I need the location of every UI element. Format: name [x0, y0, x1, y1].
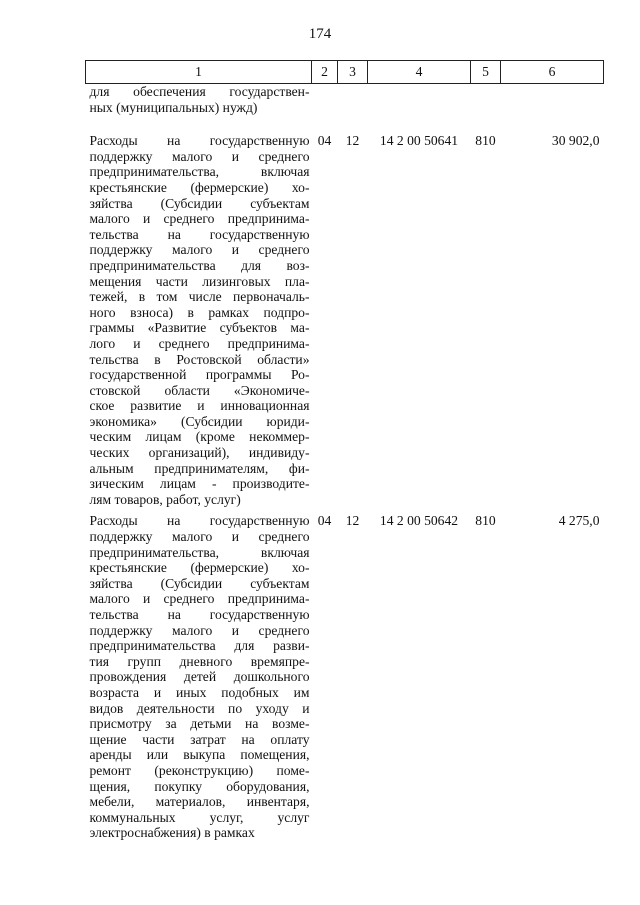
description-line: коммунальных услуг, услуг — [89, 809, 310, 825]
description-line: зяйства (Субсидии субъектам — [89, 195, 310, 211]
description-line: тежей, в том числе первоначаль- — [89, 289, 310, 305]
description-line: малого и среднего предпринима- — [89, 211, 310, 227]
description-line: предпринимательства для разви- — [89, 638, 310, 654]
section-code: 04 — [317, 513, 332, 529]
description-line: поддержку малого и среднего — [89, 529, 310, 545]
expense-type-code: 810 — [475, 133, 496, 149]
description-line: тельства на государственную — [89, 607, 310, 622]
row-description — [86, 133, 312, 513]
subsection-code: 12 — [345, 513, 360, 529]
description-line: провождения детей дошкольного — [89, 669, 310, 685]
page-number: 174 — [308, 26, 332, 42]
table-body — [86, 84, 604, 847]
description-line: крестьянские (фермерские) хо- — [89, 179, 310, 195]
description-line: щение части затрат на оплату — [89, 731, 310, 747]
header-col-4: 4 — [368, 61, 471, 84]
description-line: зяйства (Субсидии субъектам — [89, 575, 310, 591]
subsection-code: 12 — [345, 133, 360, 149]
description-line: поддержку малого и среднего — [89, 242, 310, 258]
description-line: ного взноса) в рамках подпро- — [89, 304, 310, 320]
description-line: тельства в Ростовской области» — [89, 351, 310, 367]
header-col-5: 5 — [471, 61, 501, 84]
description-line: для обеспечения государствен- — [89, 84, 310, 99]
header-col-3: 3 — [338, 61, 368, 84]
description-line: зическим лицам - производите- — [89, 476, 310, 492]
amount: 30 902,0 — [551, 133, 600, 149]
header-col-1: 1 — [86, 61, 312, 84]
row-description — [86, 84, 312, 134]
description-line: тельства на государственную — [89, 226, 310, 242]
header-col-6: 6 — [501, 61, 604, 84]
description-line: Расходы на государственную — [89, 133, 310, 149]
description-line: электроснабжения) в рамках — [89, 825, 255, 841]
header-col-2: 2 — [312, 61, 338, 84]
description-line: ремонт (реконструкцию) поме- — [89, 762, 310, 778]
description-line: государственной программы Ро- — [89, 367, 310, 383]
description-line: аренды или выкупа помещения, — [89, 747, 310, 763]
description-line: присмотру за детьми на возме- — [89, 716, 310, 732]
expense-type-code — [471, 84, 501, 134]
description-line: поддержку малого и среднего — [89, 622, 310, 638]
budget-table — [85, 60, 604, 847]
description-line: экономика» (Субсидии юриди- — [89, 413, 310, 429]
description-line: ных (муниципальных) нужд) — [89, 99, 258, 115]
amount — [501, 84, 604, 134]
description-line: малого и среднего предпринима- — [89, 591, 310, 607]
section-code: 04 — [317, 133, 332, 149]
description-line: предпринимательства для воз- — [89, 257, 310, 273]
description-line: лого и среднего предпринима- — [89, 335, 310, 351]
expense-type-code: 810 — [475, 513, 496, 529]
description-line: крестьянские (фермерские) хо- — [89, 560, 310, 576]
section-code — [312, 84, 338, 134]
table-row — [86, 84, 604, 134]
description-line: лям товаров, работ, услуг) — [89, 491, 241, 507]
target-article-code — [368, 84, 471, 134]
subsection-code — [338, 84, 368, 134]
target-article-code: 14 2 00 50641 — [379, 133, 459, 149]
description-line: поддержку малого и среднего — [89, 148, 310, 164]
header-row — [86, 61, 604, 84]
description-line: ское развитие и инновационная — [89, 398, 310, 414]
amount: 4 275,0 — [558, 513, 600, 529]
description-line: предпринимательства, включая — [89, 164, 310, 180]
row-description — [86, 513, 312, 846]
description-line: мещения части лизинговых пла- — [89, 273, 310, 289]
description-line: тия групп дневного времяпре- — [89, 653, 310, 669]
description-line: возраста и иных подобных им — [89, 684, 310, 700]
description-line: видов деятельности по уходу и — [89, 700, 310, 716]
description-line: предпринимательства, включая — [89, 544, 310, 560]
table-row — [86, 133, 604, 513]
description-line: Расходы на государственную — [89, 513, 310, 529]
description-line: мебели, материалов, инвентаря, — [89, 794, 310, 810]
description-line: ческих организаций), индивиду- — [89, 445, 310, 461]
description-line: ческим лицам (кроме некоммер- — [89, 429, 310, 445]
description-line: стовской области «Экономиче- — [89, 382, 310, 398]
table-row — [86, 513, 604, 846]
description-line: граммы «Развитие субъектов ма- — [89, 320, 310, 336]
description-line: альным предпринимателям, фи- — [89, 460, 310, 476]
target-article-code: 14 2 00 50642 — [379, 513, 459, 529]
description-line: щения, покупку оборудования, — [89, 778, 310, 794]
